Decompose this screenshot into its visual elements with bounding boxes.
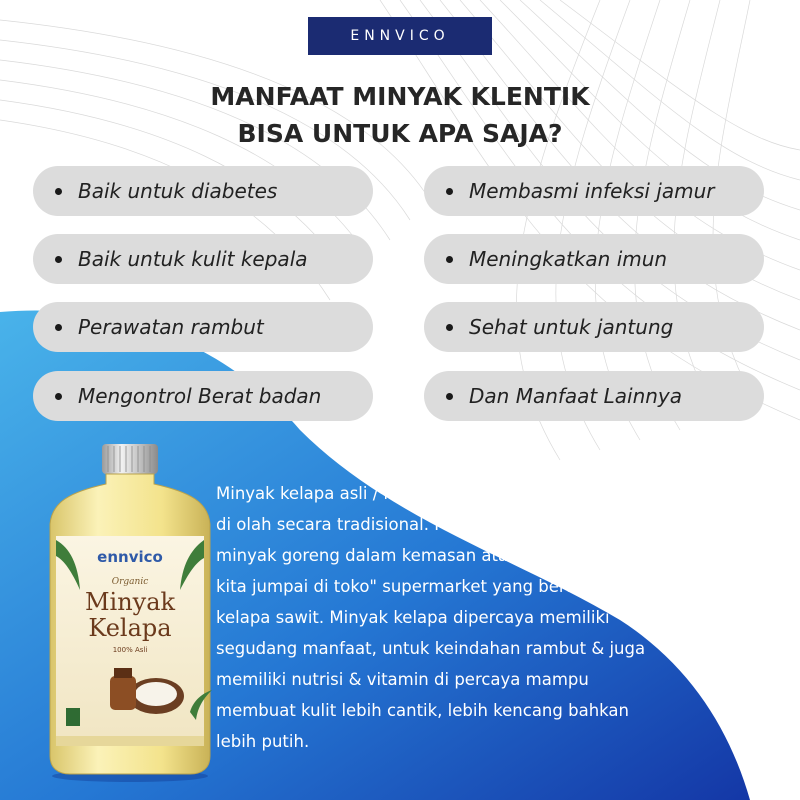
coconut-oil-bottle-image bbox=[40, 440, 220, 785]
bullet-icon bbox=[446, 256, 453, 263]
description-paragraph bbox=[216, 478, 776, 757]
page-title bbox=[0, 78, 800, 152]
benefit-label: Baik untuk diabetes bbox=[78, 179, 278, 203]
bullet-icon bbox=[55, 324, 62, 331]
bullet-icon bbox=[55, 188, 62, 195]
title-line-2: BISA UNTUK APA SAJA? bbox=[237, 119, 563, 148]
bullet-icon bbox=[446, 393, 453, 400]
benefit-label: Dan Manfaat Lainnya bbox=[469, 384, 683, 408]
benefit-label: Sehat untuk jantung bbox=[469, 315, 674, 339]
description-line: memiliki nutrisi & vitamin di percaya mampu bbox=[216, 670, 589, 689]
bottle-brand-text: ennvico bbox=[97, 548, 163, 566]
benefit-pill bbox=[33, 166, 373, 216]
bottle-organic-text: Organic bbox=[111, 577, 149, 587]
description-line: lebih putih. bbox=[216, 732, 310, 751]
description-line: membuat kulit lebih cantik, lebih kencang bahkan bbox=[216, 701, 629, 720]
brand-logo-banner bbox=[308, 17, 492, 55]
bullet-icon bbox=[446, 324, 453, 331]
bottle-sub-text: 100% Asli bbox=[112, 646, 148, 654]
description-line: kita jumpai di toko" supermarket yang berasal dari bbox=[216, 577, 637, 596]
description-line: minyak goreng dalam kemasan atau curah yang biasa bbox=[216, 546, 666, 565]
description-line: segudang manfaat, untuk keindahan rambut & juga bbox=[216, 639, 646, 658]
benefit-pill bbox=[424, 166, 764, 216]
title-line-1: MANFAAT MINYAK KLENTIK bbox=[210, 82, 590, 111]
benefit-label: Meningkatkan imun bbox=[469, 247, 668, 271]
bullet-icon bbox=[55, 393, 62, 400]
bullet-icon bbox=[446, 188, 453, 195]
benefit-label: Perawatan rambut bbox=[78, 315, 264, 339]
description-line: di olah secara tradisional. Minyak ini berbeda dengan bbox=[216, 515, 660, 534]
benefit-pill bbox=[424, 371, 764, 421]
benefit-pill bbox=[424, 302, 764, 352]
benefit-label: Baik untuk kulit kepala bbox=[78, 247, 308, 271]
bottle-name-line-2: Kelapa bbox=[88, 614, 172, 642]
benefit-pill bbox=[424, 234, 764, 284]
benefit-pill bbox=[33, 302, 373, 352]
benefit-pill bbox=[33, 371, 373, 421]
benefit-label: Mengontrol Berat badan bbox=[78, 384, 322, 408]
bullet-icon bbox=[55, 256, 62, 263]
benefit-pill bbox=[33, 234, 373, 284]
description-line: Minyak kelapa asli / klentik adalah minyak kelapa yang bbox=[216, 484, 672, 503]
description-line: kelapa sawit. Minyak kelapa dipercaya memiliki bbox=[216, 608, 610, 627]
bottle-name-line-1: Minyak bbox=[84, 588, 176, 616]
benefit-label: Membasmi infeksi jamur bbox=[469, 179, 715, 203]
brand-label: ENNVICO bbox=[350, 28, 450, 44]
